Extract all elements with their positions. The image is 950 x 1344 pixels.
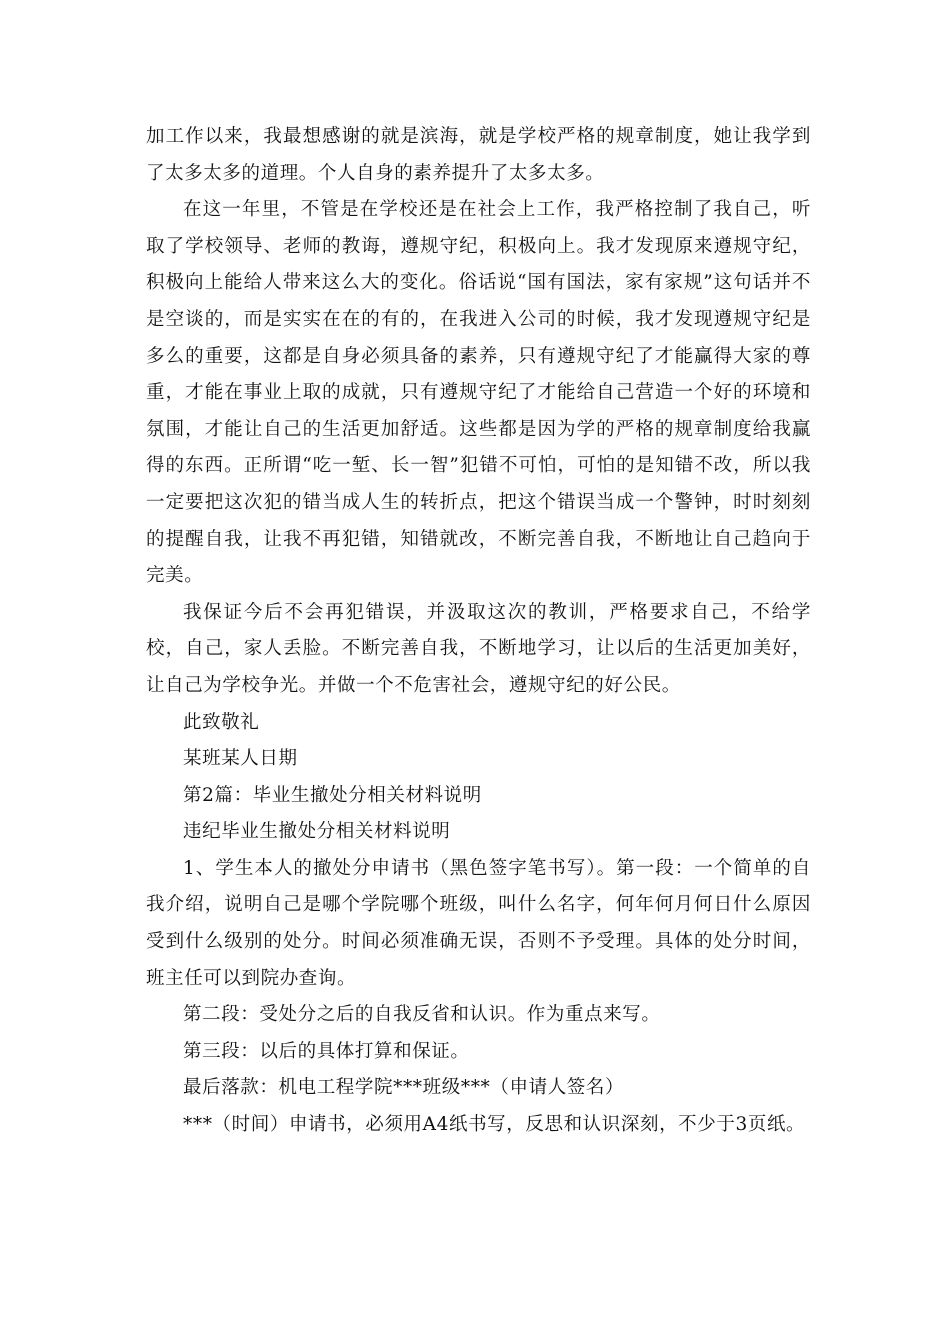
paragraph-continuation: 加工作以来，我最想感谢的就是滨海，就是学校严格的规章制度，她让我学到了太多太多的道理。个人自身的素养提升了太多太多。 bbox=[146, 126, 811, 184]
paragraph-this-year: 在这一年里，不管是在学校还是在社会上工作，我严格控制了我自己，听取了学校领导、老师的教诲，遵规守纪，积极向上。我才发现原来遵规守纪，积极向上能给人带来这么大的变化。俗话说“国有国法，家有家规”这句话并不是空谈的，而是实实在在的有的，在我进入公司的时候，我才发现遵规守纪是多么的重要，这都是自身必须具备的素养，只有遵规守纪了才能赢得大家的尊重，才能在事业上取的成就，只有遵规守纪了才能给自己营造一个好的环境和氛围，才能让自己的生活更加舒适。这些都是因为学的严格的规章制度给我赢得的东西。正所谓“吃一堑、长一智”犯错不可怕，可怕的是知错不改，所以我一定要把这次犯的错当成人生的转折点，把这个错误当成一个警钟，时时刻刻的提醒自我，让我不再犯错，知错就改，不断完善自我，不断地让自己趋向于完美。 bbox=[146, 199, 811, 587]
section-subtitle: 违纪毕业生撤处分相关材料说明 bbox=[183, 821, 451, 843]
third-section-line: 第三段：以后的具体打算和保证。 bbox=[183, 1040, 470, 1062]
paragraph-guarantee: 我保证今后不会再犯错误，并汲取这次的教训，严格要求自己，不给学校，自己，家人丢脸。不断完善自我，不断地学习，让以后的生活更加美好，让自己为学校争光。并做一个不危害社会，遵规守纪的好公民。 bbox=[146, 601, 811, 696]
document-body bbox=[146, 119, 811, 1144]
section-heading: 第2篇：毕业生撤处分相关材料说明 bbox=[183, 784, 482, 806]
signature-line: 某班某人日期 bbox=[183, 748, 298, 770]
final-sign-line: 最后落款：机电工程学院***班级***（申请人签名） bbox=[183, 1077, 625, 1099]
item-1-paragraph: 1、学生本人的撤处分申请书（黑色签字笔书写）。第一段：一个简单的自我介绍，说明自己是哪个学院哪个班级，叫什么名字，何年何月何日什么原因受到什么级别的处分。时间必须准确无误，否则不予受理。具体的处分时间，班主任可以到院办查询。 bbox=[146, 857, 811, 989]
second-section-line: 第二段：受处分之后的自我反省和认识。作为重点来写。 bbox=[183, 1004, 661, 1026]
requirement-line: ***（时间）申请书，必须用A4纸书写，反思和认识深刻，不少于3页纸。 bbox=[183, 1114, 806, 1136]
closing-salutation: 此致敬礼 bbox=[183, 711, 260, 733]
